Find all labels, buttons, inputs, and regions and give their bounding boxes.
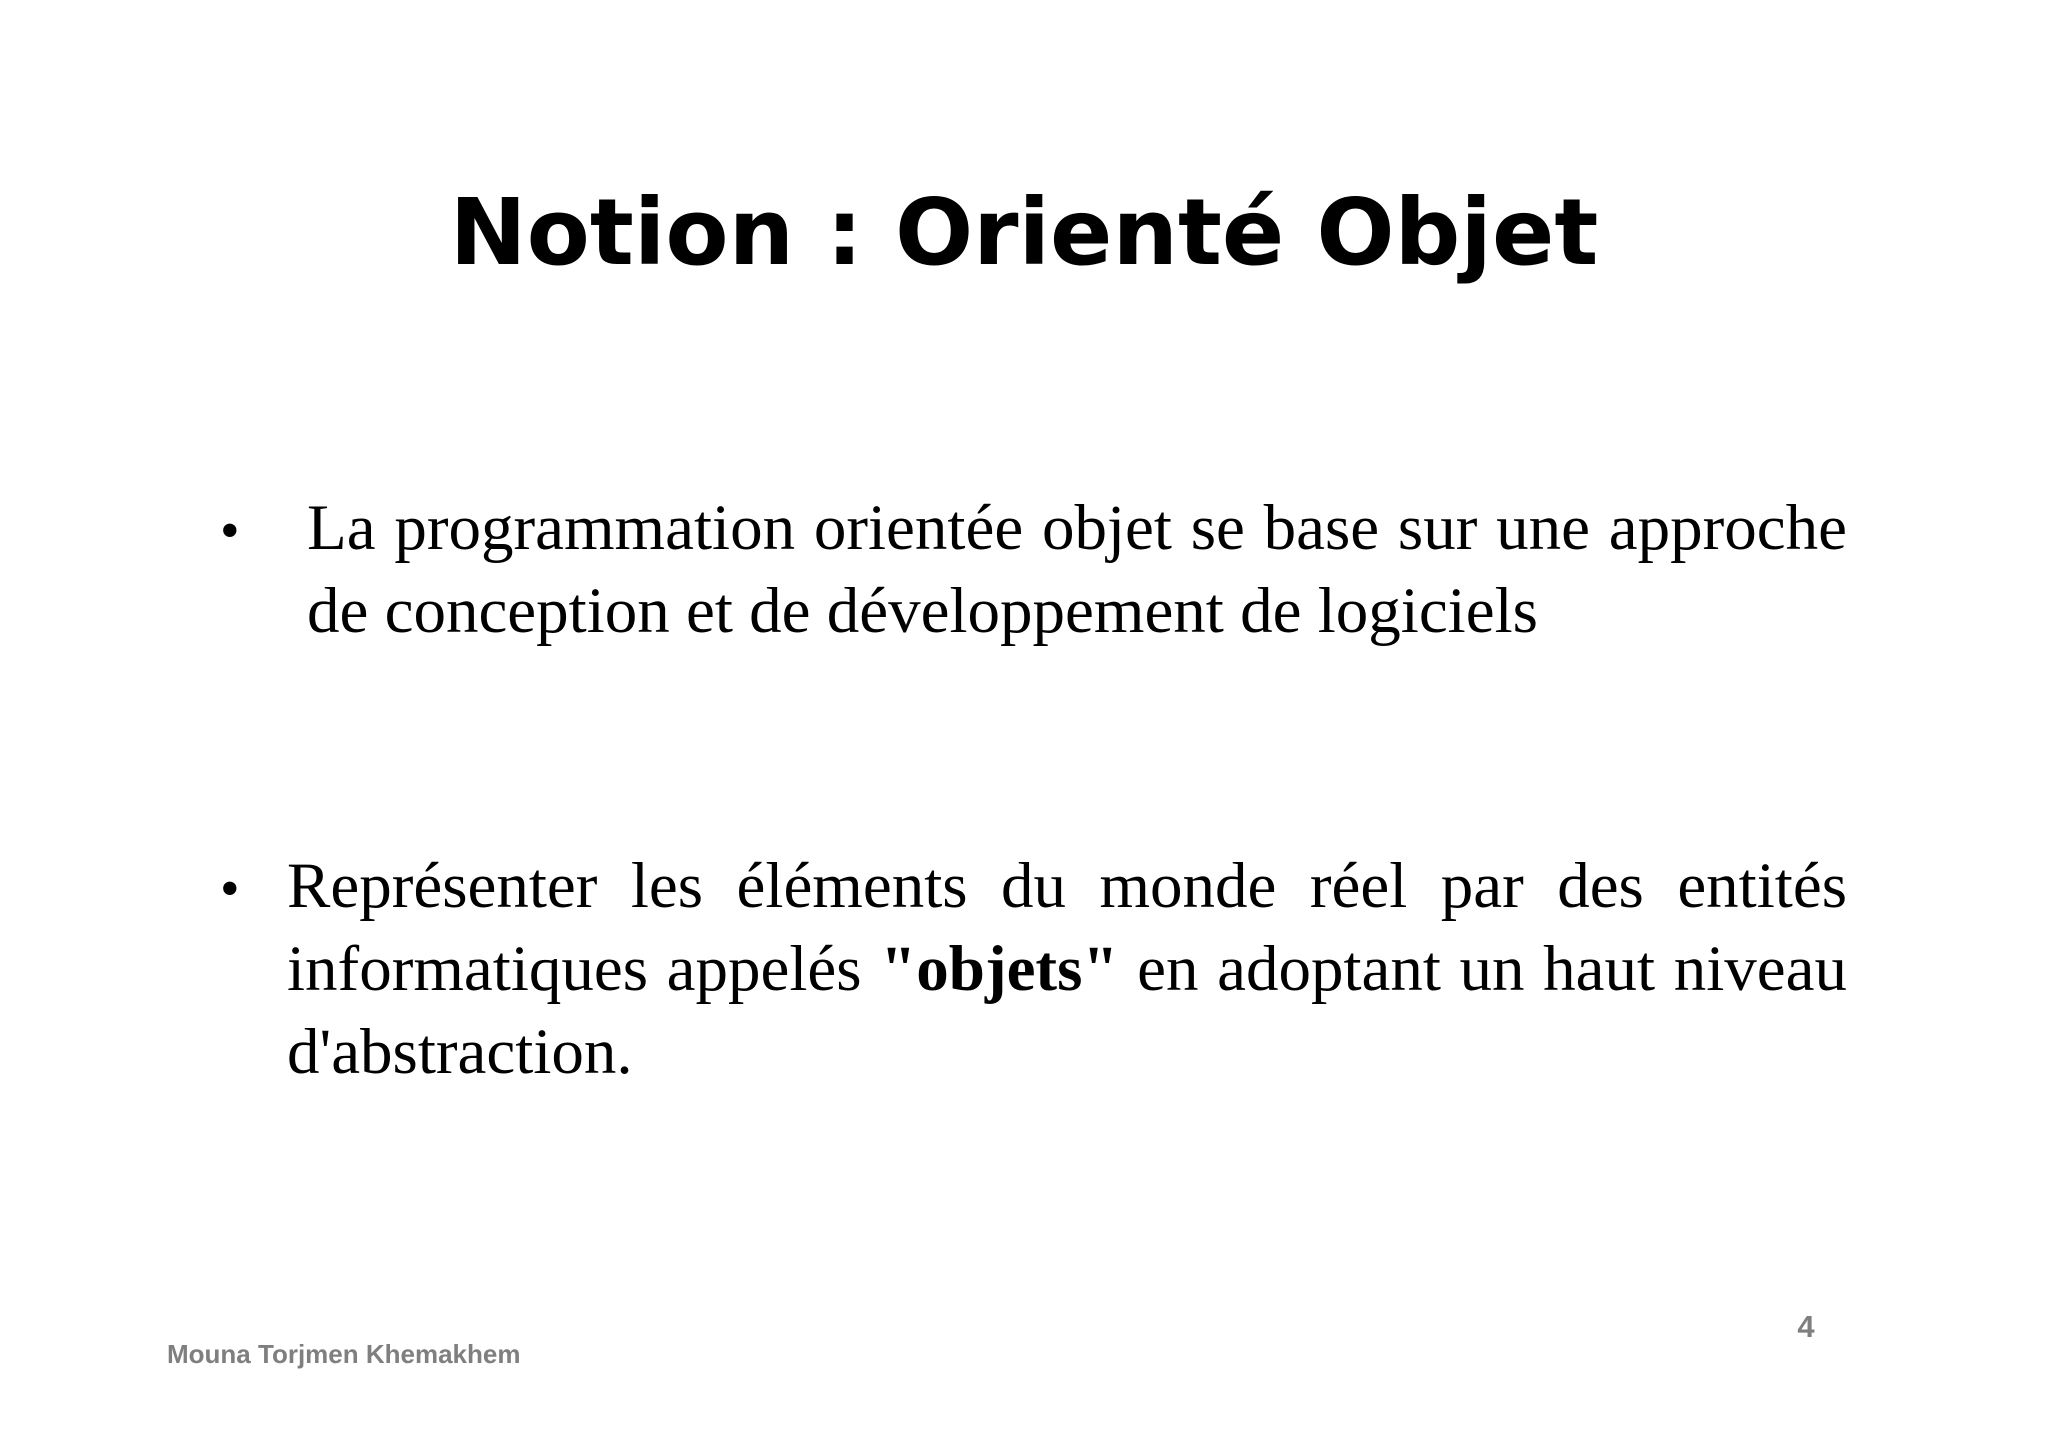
bullet-1-text: La programmation orientée objet se base sur une approche de conception et de développement de logiciels xyxy=(307,492,1847,647)
bullet-2-marker: • xyxy=(220,858,240,920)
bullet-2-text-start: Représenter les éléments du monde réel par des entités informatiques appelés xyxy=(287,850,1847,1005)
bullet-2-text xyxy=(287,845,1847,1094)
bullet-2-emphasis-objets: "objets" xyxy=(880,933,1119,1005)
footer-author: Mouna Torjmen Khemakhem xyxy=(167,1339,521,1369)
slide-title: Notion : Orienté Objet xyxy=(449,179,1599,286)
bullet-2-text-end: en adoptant un haut niveau d'abstraction. xyxy=(287,933,1847,1088)
page-number: 4 xyxy=(1797,1309,1815,1344)
bullet-1-marker: • xyxy=(220,500,240,562)
